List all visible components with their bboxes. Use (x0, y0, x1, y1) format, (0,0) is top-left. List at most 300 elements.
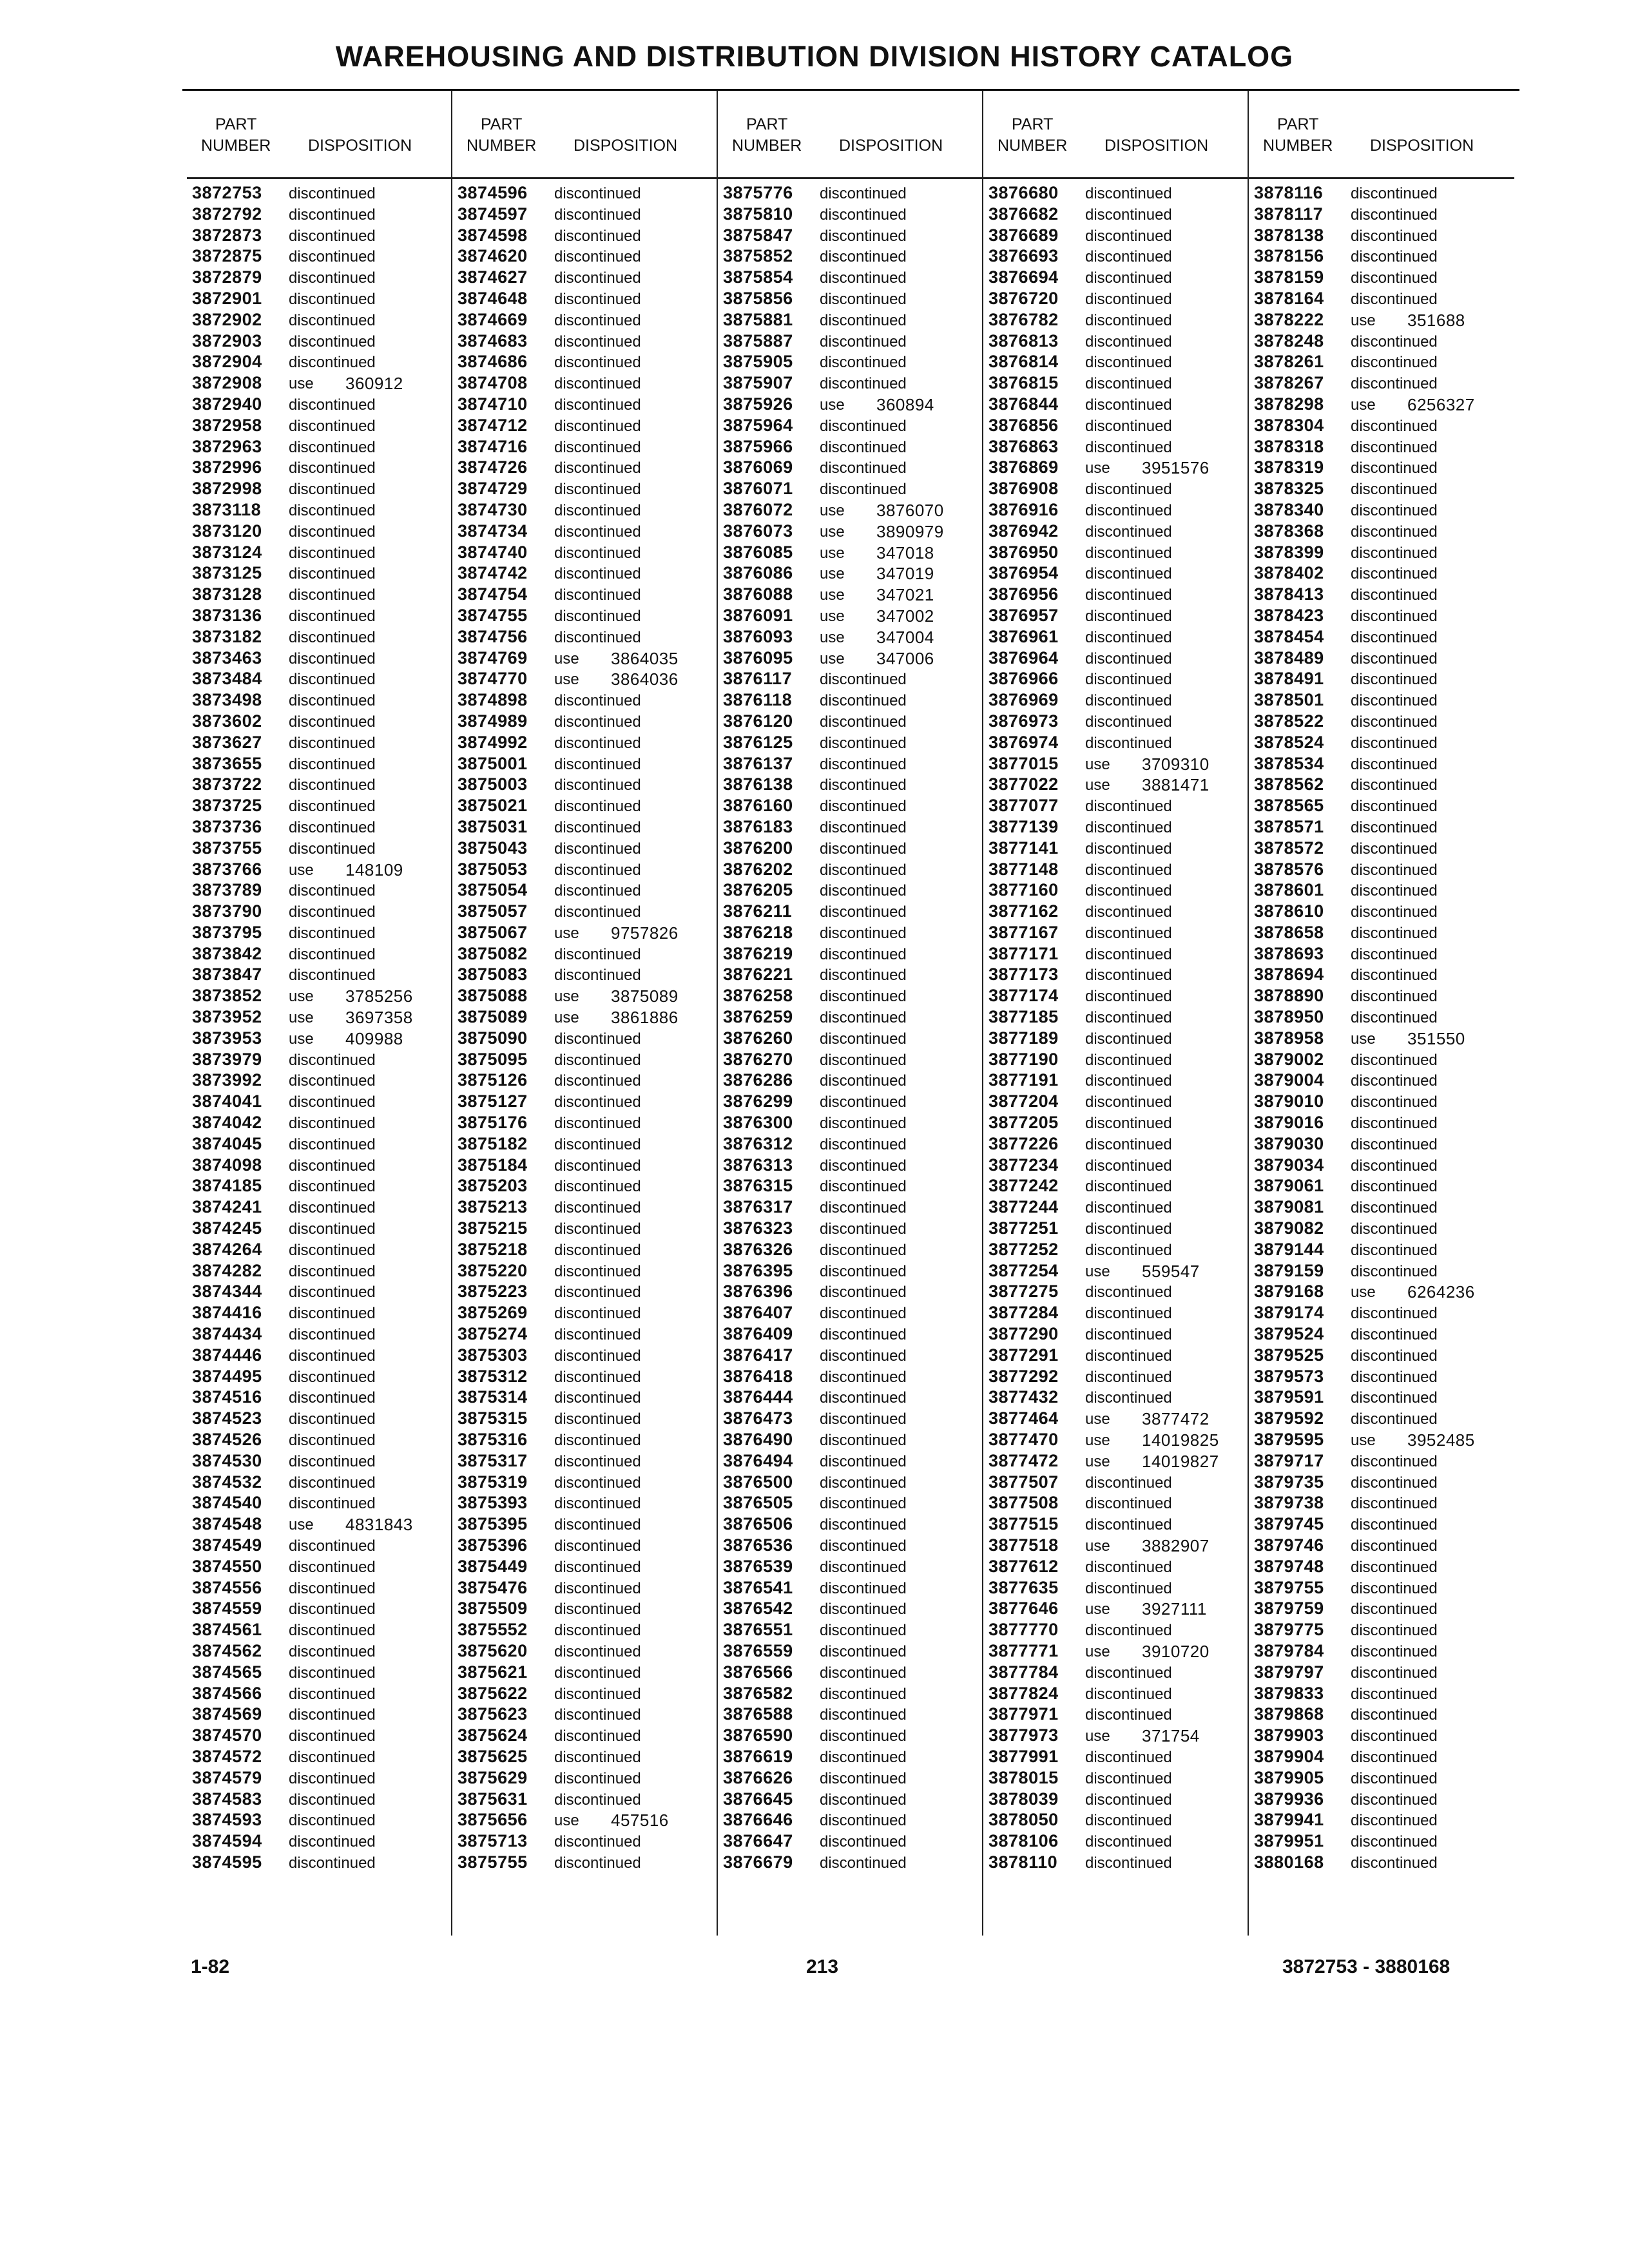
part-number: 3873766 (192, 859, 262, 879)
replacement-part-number: 14019827 (1142, 1451, 1219, 1471)
disposition: discontinued (1085, 671, 1172, 689)
part-number: 3876693 (988, 246, 1059, 266)
part-number: 3874532 (192, 1472, 262, 1492)
part-number: 3874742 (458, 563, 528, 583)
part-number: 3875182 (458, 1133, 528, 1153)
part-number: 3877226 (988, 1133, 1059, 1153)
disposition: discontinued (1351, 332, 1438, 351)
disposition: discontinued (820, 459, 907, 477)
part-number: 3876689 (988, 225, 1059, 245)
part-number: 3874523 (192, 1408, 262, 1428)
header-part-label: PART (1277, 115, 1319, 133)
part-number: 3876473 (723, 1408, 793, 1428)
replacement-part-number: 351550 (1407, 1028, 1465, 1048)
disposition: discontinued (820, 692, 907, 710)
part-number: 3873847 (192, 965, 262, 985)
header-disposition: DISPOSITION (839, 137, 943, 155)
disposition: discontinued (554, 1262, 641, 1280)
part-number: 3874566 (192, 1683, 262, 1703)
replacement-part-number: 347021 (876, 585, 934, 605)
disposition: discontinued (289, 755, 376, 773)
disposition: discontinued (820, 840, 907, 858)
part-number: 3876093 (723, 626, 793, 646)
disposition: discontinued (1085, 734, 1172, 752)
part-number: 3876619 (723, 1746, 793, 1766)
disposition: discontinued (820, 1516, 907, 1534)
disposition: discontinued (1085, 818, 1172, 836)
disposition: discontinued (1085, 1241, 1172, 1259)
disposition: discontinued (289, 523, 376, 541)
header-part-number (201, 114, 271, 157)
replacement-part-number: 4831843 (345, 1515, 413, 1535)
part-number: 3876218 (723, 922, 793, 942)
part-number: 3875088 (458, 986, 528, 1006)
disposition: discontinued (820, 818, 907, 836)
part-number: 3877508 (988, 1493, 1059, 1513)
part-number: 3874730 (458, 499, 528, 519)
disposition: discontinued (289, 1283, 376, 1302)
disposition: discontinued (1085, 1072, 1172, 1090)
part-number: 3876646 (723, 1810, 793, 1830)
part-number: 3876957 (988, 605, 1059, 625)
disposition: discontinued (1351, 1474, 1438, 1492)
part-number: 3879738 (1254, 1493, 1324, 1513)
part-number: 3876086 (723, 563, 793, 583)
disposition: discontinued (289, 671, 376, 689)
part-number: 3880168 (1254, 1852, 1324, 1872)
disposition: discontinued (1351, 354, 1438, 372)
disposition: discontinued (554, 311, 641, 329)
part-number: 3876782 (988, 309, 1059, 329)
disposition: discontinued (820, 945, 907, 963)
disposition: discontinued (289, 1199, 376, 1217)
part-number: 3879797 (1254, 1662, 1324, 1682)
disposition: discontinued (1351, 459, 1438, 477)
part-number: 3878050 (988, 1810, 1059, 1830)
catalog-column-3 (718, 91, 983, 1936)
part-number: 3876202 (723, 859, 793, 879)
disposition: discontinued (820, 798, 907, 816)
part-number: 3875396 (458, 1535, 528, 1555)
disposition: discontinued (289, 734, 376, 752)
part-number: 3877292 (988, 1366, 1059, 1386)
part-number: 3875476 (458, 1577, 528, 1597)
disposition: discontinued (1085, 1347, 1172, 1365)
disposition: use (1085, 1600, 1110, 1619)
header-part-label: PART (746, 115, 788, 133)
part-number: 3875003 (458, 774, 528, 794)
footer-page-number: 213 (805, 1956, 839, 1977)
replacement-part-number: 3864036 (611, 669, 679, 689)
disposition: discontinued (1351, 1115, 1438, 1133)
part-number: 3876505 (723, 1493, 793, 1513)
replacement-part-number: 6264236 (1407, 1282, 1475, 1302)
column-divider (717, 91, 718, 1936)
part-number: 3875067 (458, 922, 528, 942)
disposition: discontinued (289, 1685, 376, 1703)
disposition: discontinued (554, 523, 641, 541)
part-number: 3878138 (1254, 225, 1324, 245)
disposition: discontinued (820, 1347, 907, 1365)
part-number: 3873722 (192, 774, 262, 794)
disposition: discontinued (820, 1432, 907, 1450)
disposition: discontinued (289, 1051, 376, 1069)
disposition: discontinued (554, 966, 641, 985)
disposition: discontinued (1085, 1685, 1172, 1703)
disposition: discontinued (1085, 649, 1172, 668)
disposition: discontinued (289, 481, 376, 499)
disposition: use (820, 523, 845, 541)
disposition: discontinued (554, 1072, 641, 1090)
disposition: discontinued (289, 1622, 376, 1640)
disposition: discontinued (1351, 417, 1438, 435)
disposition: discontinued (1085, 1178, 1172, 1196)
disposition: discontinued (289, 1452, 376, 1470)
part-number: 3879951 (1254, 1831, 1324, 1851)
part-number: 3878267 (1254, 373, 1324, 393)
header-part-number (732, 114, 802, 157)
disposition: discontinued (289, 1558, 376, 1576)
part-number: 3877472 (988, 1450, 1059, 1470)
part-number: 3873992 (192, 1070, 262, 1090)
disposition: discontinued (554, 692, 641, 710)
disposition: discontinued (554, 1748, 641, 1766)
part-number: 3873120 (192, 521, 262, 541)
part-number: 3879034 (1254, 1155, 1324, 1175)
part-number: 3877174 (988, 986, 1059, 1006)
part-number: 3874530 (192, 1450, 262, 1470)
part-number: 3879030 (1254, 1133, 1324, 1153)
part-number: 3874264 (192, 1239, 262, 1259)
part-number: 3874548 (192, 1514, 262, 1534)
disposition: use (1085, 1642, 1110, 1660)
disposition: discontinued (1351, 1157, 1438, 1175)
replacement-part-number: 559547 (1142, 1261, 1200, 1281)
disposition: discontinued (1351, 1727, 1438, 1745)
replacement-part-number: 409988 (345, 1028, 403, 1048)
part-number: 3874344 (192, 1282, 262, 1302)
part-number: 3876954 (988, 563, 1059, 583)
replacement-part-number: 347002 (876, 606, 934, 626)
disposition: discontinued (554, 840, 641, 858)
disposition: discontinued (820, 1812, 907, 1830)
part-number: 3875776 (723, 183, 793, 202)
disposition: discontinued (1351, 861, 1438, 879)
part-number: 3875623 (458, 1704, 528, 1724)
part-number: 3874669 (458, 309, 528, 329)
part-number: 3878304 (1254, 415, 1324, 435)
disposition: use (1351, 396, 1376, 414)
part-number: 3878693 (1254, 943, 1324, 963)
disposition: discontinued (289, 1135, 376, 1153)
disposition: discontinued (554, 206, 641, 224)
disposition: discontinued (820, 185, 907, 202)
part-number: 3879159 (1254, 1260, 1324, 1280)
part-number: 3876720 (988, 288, 1059, 308)
disposition: discontinued (289, 1474, 376, 1492)
part-number: 3874595 (192, 1852, 262, 1872)
part-number: 3875089 (458, 1007, 528, 1027)
part-number: 3872903 (192, 331, 262, 351)
header-part-label: PART (1011, 115, 1054, 133)
part-number: 3876395 (723, 1260, 793, 1280)
disposition: discontinued (554, 1241, 641, 1259)
disposition: discontinued (1085, 1833, 1172, 1851)
part-number: 3875215 (458, 1218, 528, 1238)
disposition: discontinued (1085, 1115, 1172, 1133)
part-number: 3874708 (458, 373, 528, 393)
part-number: 3876317 (723, 1197, 793, 1217)
part-number: 3875095 (458, 1049, 528, 1069)
header-number-label: NUMBER (201, 137, 271, 155)
replacement-part-number: 371754 (1142, 1726, 1200, 1746)
part-number: 3874769 (458, 648, 528, 668)
replacement-part-number: 14019825 (1142, 1430, 1219, 1450)
disposition: discontinued (289, 1241, 376, 1259)
disposition: discontinued (289, 1769, 376, 1787)
part-number: 3872998 (192, 479, 262, 499)
part-number: 3878318 (1254, 436, 1324, 456)
part-number: 3878298 (1254, 394, 1324, 414)
part-number: 3877185 (988, 1007, 1059, 1027)
disposition: discontinued (820, 966, 907, 985)
header-part-number (998, 114, 1067, 157)
part-number: 3878489 (1254, 648, 1324, 668)
disposition: discontinued (289, 1305, 376, 1323)
replacement-part-number: 347019 (876, 564, 934, 584)
disposition: discontinued (289, 544, 376, 562)
disposition: discontinued (289, 1410, 376, 1428)
disposition: use (1351, 1030, 1376, 1048)
part-number: 3875629 (458, 1767, 528, 1787)
header-rule (983, 177, 1249, 179)
part-number: 3873736 (192, 816, 262, 836)
disposition: discontinued (289, 1748, 376, 1766)
part-number: 3876645 (723, 1789, 793, 1809)
disposition: discontinued (289, 798, 376, 816)
part-number: 3879745 (1254, 1514, 1324, 1534)
part-number: 3878159 (1254, 267, 1324, 287)
part-number: 3878454 (1254, 626, 1324, 646)
disposition: discontinued (554, 776, 641, 794)
part-number: 3874041 (192, 1091, 262, 1111)
column-divider (982, 91, 983, 1936)
header-part-label: PART (215, 115, 257, 133)
disposition: discontinued (554, 903, 641, 921)
disposition: use (554, 1009, 579, 1027)
disposition: discontinued (1351, 1600, 1438, 1619)
part-number: 3873842 (192, 943, 262, 963)
part-number: 3875847 (723, 225, 793, 245)
disposition: discontinued (1351, 1262, 1438, 1280)
disposition: discontinued (554, 1558, 641, 1576)
part-number: 3876073 (723, 521, 793, 541)
part-number: 3873952 (192, 1007, 262, 1027)
part-number: 3872901 (192, 288, 262, 308)
disposition: discontinued (820, 227, 907, 245)
part-number: 3873498 (192, 690, 262, 710)
disposition: discontinued (554, 798, 641, 816)
disposition: discontinued (1351, 1769, 1438, 1787)
disposition: discontinued (554, 1220, 641, 1238)
disposition: discontinued (1085, 248, 1172, 266)
disposition: discontinued (1085, 1769, 1172, 1787)
disposition: use (289, 861, 314, 879)
replacement-part-number: 347018 (876, 543, 934, 562)
replacement-part-number: 3709310 (1142, 754, 1210, 774)
part-number: 3874710 (458, 394, 528, 414)
part-number: 3873789 (192, 880, 262, 900)
disposition: discontinued (554, 1622, 641, 1640)
part-number: 3872753 (192, 183, 262, 202)
part-number: 3876966 (988, 669, 1059, 689)
disposition: discontinued (1085, 1030, 1172, 1048)
part-number: 3876500 (723, 1472, 793, 1492)
part-number: 3873128 (192, 584, 262, 604)
disposition: discontinued (1085, 861, 1172, 879)
part-number: 3874683 (458, 331, 528, 351)
replacement-part-number: 3910720 (1142, 1641, 1210, 1661)
disposition: discontinued (289, 311, 376, 329)
disposition: discontinued (1351, 206, 1438, 224)
part-number: 3874495 (192, 1366, 262, 1386)
disposition: discontinued (554, 1432, 641, 1450)
part-number: 3875031 (458, 816, 528, 836)
part-number: 3878340 (1254, 499, 1324, 519)
part-number: 3875926 (723, 394, 793, 414)
disposition: discontinued (554, 1579, 641, 1597)
part-number: 3876494 (723, 1450, 793, 1470)
disposition: discontinued (289, 459, 376, 477)
disposition: discontinued (554, 1706, 641, 1724)
disposition: discontinued (1085, 417, 1172, 435)
disposition: discontinued (820, 1157, 907, 1175)
part-number: 3876138 (723, 774, 793, 794)
part-number: 3876844 (988, 394, 1059, 414)
part-number: 3872958 (192, 415, 262, 435)
part-number: 3875964 (723, 415, 793, 435)
part-number: 3876682 (988, 204, 1059, 224)
part-number: 3878423 (1254, 605, 1324, 625)
part-number: 3874540 (192, 1493, 262, 1513)
part-number: 3878039 (988, 1789, 1059, 1809)
part-number: 3873795 (192, 922, 262, 942)
part-number: 3876085 (723, 542, 793, 562)
part-number: 3875314 (458, 1387, 528, 1407)
disposition: discontinued (1351, 1199, 1438, 1217)
part-number: 3876409 (723, 1324, 793, 1344)
part-number: 3876814 (988, 352, 1059, 372)
disposition: discontinued (1351, 1685, 1438, 1703)
disposition: discontinued (820, 1706, 907, 1724)
disposition: discontinued (1351, 755, 1438, 773)
part-number: 3875316 (458, 1430, 528, 1450)
disposition: discontinued (1085, 1474, 1172, 1492)
part-number: 3874594 (192, 1831, 262, 1851)
disposition: discontinued (289, 776, 376, 794)
part-number: 3877234 (988, 1155, 1059, 1175)
replacement-part-number: 457516 (611, 1811, 669, 1831)
disposition: discontinued (289, 586, 376, 604)
part-number: 3874716 (458, 436, 528, 456)
disposition: discontinued (1085, 1051, 1172, 1069)
disposition: discontinued (289, 185, 376, 202)
part-number: 3878601 (1254, 880, 1324, 900)
part-number: 3876183 (723, 816, 793, 836)
header-rule (452, 177, 718, 179)
part-number: 3875852 (723, 246, 793, 266)
disposition: discontinued (289, 332, 376, 351)
part-number: 3877162 (988, 901, 1059, 921)
part-number: 3877771 (988, 1640, 1059, 1660)
disposition: discontinued (289, 818, 376, 836)
disposition: use (820, 396, 845, 414)
disposition: discontinued (1351, 988, 1438, 1006)
disposition: discontinued (1085, 438, 1172, 456)
part-number: 3875090 (458, 1028, 528, 1048)
disposition: discontinued (1351, 840, 1438, 858)
replacement-part-number: 3881471 (1142, 775, 1210, 795)
replacement-part-number: 3875089 (611, 986, 679, 1006)
disposition: discontinued (1351, 1706, 1438, 1724)
part-number: 3876117 (723, 669, 793, 689)
disposition: discontinued (289, 1347, 376, 1365)
part-number: 3877254 (988, 1260, 1059, 1280)
disposition: discontinued (1085, 1558, 1172, 1576)
part-number: 3875001 (458, 753, 528, 773)
disposition: discontinued (554, 1347, 641, 1365)
disposition: discontinued (1085, 206, 1172, 224)
part-number: 3875881 (723, 309, 793, 329)
disposition: discontinued (1351, 269, 1438, 287)
disposition: discontinued (554, 755, 641, 773)
part-number: 3874596 (458, 183, 528, 202)
part-number: 3876582 (723, 1683, 793, 1703)
part-number: 3879746 (1254, 1535, 1324, 1555)
part-number: 3876299 (723, 1091, 793, 1111)
part-number: 3876270 (723, 1049, 793, 1069)
part-number: 3874593 (192, 1810, 262, 1830)
disposition: discontinued (1085, 988, 1172, 1006)
part-number: 3876091 (723, 605, 793, 625)
disposition: discontinued (1351, 1452, 1438, 1470)
disposition: discontinued (289, 1389, 376, 1407)
header-disposition: DISPOSITION (1370, 137, 1474, 155)
part-number: 3879081 (1254, 1197, 1324, 1217)
part-number: 3874570 (192, 1725, 262, 1745)
part-number: 3875393 (458, 1493, 528, 1513)
replacement-part-number: 351688 (1407, 310, 1465, 330)
part-number: 3875905 (723, 352, 793, 372)
replacement-part-number: 6256327 (1407, 394, 1475, 414)
part-number: 3877173 (988, 965, 1059, 985)
disposition: discontinued (820, 1326, 907, 1344)
disposition: discontinued (554, 945, 641, 963)
part-number: 3874712 (458, 415, 528, 435)
disposition: discontinued (554, 1769, 641, 1787)
part-number: 3876813 (988, 331, 1059, 351)
disposition: discontinued (820, 1199, 907, 1217)
part-number: 3875223 (458, 1282, 528, 1302)
part-number: 3873790 (192, 901, 262, 921)
disposition: discontinued (1351, 966, 1438, 985)
disposition: discontinued (289, 1115, 376, 1133)
part-number: 3874755 (458, 605, 528, 625)
disposition: discontinued (820, 269, 907, 287)
disposition: use (289, 988, 314, 1006)
disposition: discontinued (554, 544, 641, 562)
disposition: discontinued (554, 1283, 641, 1302)
